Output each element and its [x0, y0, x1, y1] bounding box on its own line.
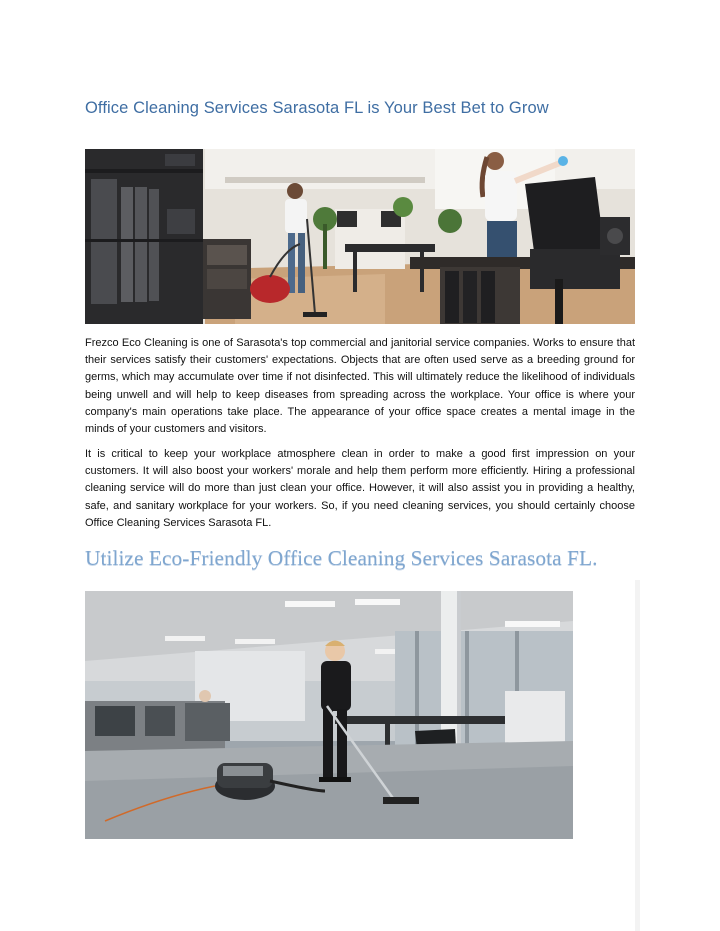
office-cleaning-photo — [85, 149, 635, 324]
section-heading: Utilize Eco-Friendly Office Cleaning Services Sarasota FL. — [85, 546, 598, 570]
vacuuming-photo — [85, 591, 573, 839]
vacuuming-illustration — [85, 591, 573, 839]
page-edge-shadow — [635, 580, 640, 931]
page-title: Office Cleaning Services Sarasota FL is Your Best Bet to Grow — [85, 99, 549, 117]
office-cleaning-illustration — [85, 149, 635, 324]
benefits-paragraph: It is critical to keep your workplace atmosphere clean in order to make a good first impression on your customers. It will also boost your workers' morale and help them perform more efficiently. Hiring a professional cleaning service will do more than just clean your office. However, it will also assist you in providing a healthy, safe, and sanitary workplace for your workers. So, if you need cleaning services, you should certainly choose Office Cleaning Services Sarasota FL. — [85, 448, 635, 529]
intro-paragraph: Frezco Eco Cleaning is one of Sarasota's top commercial and janitorial service companies. Works to ensure that their services satisfy their customers' expectations. Objects that are often used serve as a breeding ground for germs, which may accumulate over time if not disinfected. This will ultimately reduce the likelihood of individuals being unwell and will help to keep diseases from spreading across the workplace. Your office is where your company's main operations take place. The appearance of your office space creates a mental image in the minds of your customers and visitors. — [85, 337, 635, 436]
